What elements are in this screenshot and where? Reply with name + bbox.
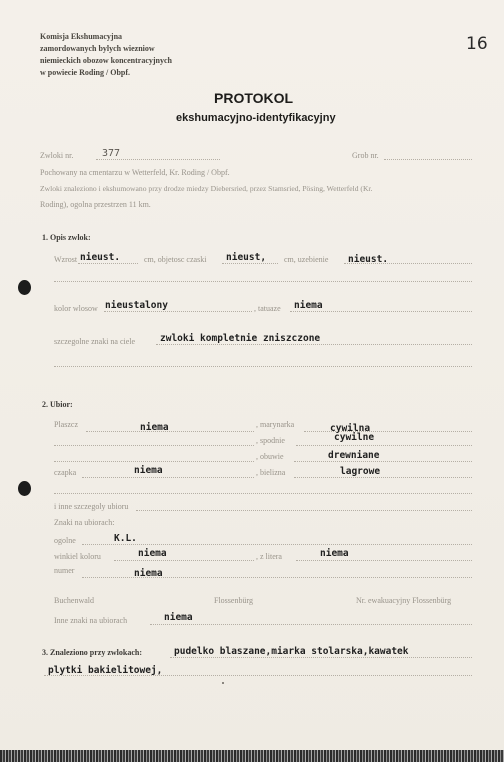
- page-number: 16: [466, 34, 488, 54]
- marynarka-label: , marynarka: [256, 420, 295, 429]
- litera-line: [296, 560, 472, 561]
- zwloki-line: [96, 159, 220, 160]
- camp-nr-ewakuacyjny: Nr. ewakuacyjny Flossenbürg: [356, 596, 452, 605]
- camp-flossenburg: Flossenbürg: [214, 596, 253, 605]
- zwloki-label: Zwloki nr.: [40, 151, 74, 160]
- wzrost-value: nieust.: [80, 252, 121, 263]
- spodnie-label: , spodnie: [256, 436, 285, 445]
- znaki-value: zwloki kompletnie zniszczone: [160, 333, 321, 344]
- obuwie-value: drewniane: [328, 450, 380, 461]
- page-subtitle: ekshumacyjno-identyfikacyjny: [176, 112, 336, 124]
- intro-line-2: Zwloki znaleziono i ekshumowano przy drodze miedzy Diebersried, przez Stamsried, Pösing, Wetterfeld (Kr.: [40, 184, 373, 193]
- header-line-3: niemieckich obozow koncentracyjnych: [40, 56, 172, 65]
- punch-hole-top: [18, 280, 31, 295]
- section3-value-line1: pudelko blaszane,miarka stolarska,kawatek: [174, 646, 409, 657]
- numer-line: [82, 577, 472, 578]
- inne-szczegoly-label: i inne szczegoly ubioru: [54, 502, 129, 511]
- numer-label: numer: [54, 566, 75, 575]
- inne-szczegoly-line: [136, 510, 472, 511]
- czapka-value: niema: [134, 465, 163, 476]
- kolor-label: kolor wlosow: [54, 304, 98, 313]
- inne-znaki-label: Inne znaki na ubiorach: [54, 616, 128, 625]
- spodnie-value: cywilne: [334, 432, 375, 443]
- litera-value: niema: [320, 548, 349, 559]
- ogolne-label: ogolne: [54, 536, 76, 545]
- plaszcz-value: niema: [140, 422, 169, 433]
- zwloki-value: 377: [102, 148, 121, 159]
- section3-line-2: [44, 675, 472, 676]
- bielizna-value: lagrowe: [340, 466, 381, 477]
- znaki-ubiorach-heading: Znaki na ubiorach:: [54, 518, 115, 527]
- grob-line: [384, 159, 472, 160]
- marynarka-value: cywilna: [330, 423, 371, 434]
- wzrost-line: [78, 263, 138, 264]
- header-line-2: zamordowanych bylych wiezniow: [40, 44, 155, 53]
- kolor-line: [104, 311, 252, 312]
- uzebienie-value: nieust.: [348, 254, 389, 265]
- inne-znaki-line: [150, 624, 472, 625]
- blank-line-1: [54, 281, 472, 282]
- intro-line-1: Pochowany na cmentarzu w Wetterfeld, Kr. Roding / Obpf.: [40, 168, 230, 177]
- litera-label: , z litera: [256, 552, 282, 561]
- plaszcz-line: [86, 431, 254, 432]
- bielizna-line: [294, 477, 472, 478]
- obuwie-line: [294, 461, 472, 462]
- cm-objetosc-label: cm, objetosc czaski: [144, 255, 207, 264]
- blank-line-3: [54, 493, 472, 494]
- znaki-line: [156, 344, 472, 345]
- znaki-label: szczegolne znaki na ciele: [54, 337, 136, 346]
- bielizna-label: , bielizna: [256, 468, 286, 477]
- marynarka-line: [304, 431, 472, 432]
- section1-heading: 1. Opis zwlok:: [42, 233, 91, 242]
- obuwie-label: , obuwie: [256, 452, 284, 461]
- scan-edge-strip: [0, 750, 504, 762]
- header-line-1: Komisja Ekshumacyjna: [40, 32, 123, 41]
- winkiel-line: [114, 560, 254, 561]
- ink-speck: [222, 682, 224, 684]
- czaszka-value: nieust,: [226, 252, 267, 263]
- spodnie-left-line: [54, 445, 254, 446]
- section3-line-1: [170, 657, 472, 658]
- ogolne-value: K.L.: [114, 533, 137, 544]
- czapka-line: [82, 477, 254, 478]
- winkiel-label: winkiel koloru: [54, 552, 101, 561]
- tatuaze-value: niema: [294, 300, 323, 311]
- section3-heading: 3. Znaleziono przy zwlokach:: [42, 648, 142, 657]
- czapka-label: czapka: [54, 468, 77, 477]
- ogolne-line: [82, 544, 472, 545]
- czaszka-line: [222, 263, 278, 264]
- obuwie-left-line: [54, 461, 254, 462]
- section3-value-line2: plytki bakielitowej,: [48, 665, 163, 676]
- punch-hole-bottom: [18, 481, 31, 496]
- camp-buchenwald: Buchenwald: [54, 596, 94, 605]
- numer-value: niema: [134, 568, 163, 579]
- inne-znaki-value: niema: [164, 612, 193, 623]
- tatuaze-label: , tatuaze: [254, 304, 281, 313]
- grob-label: Grob nr.: [352, 151, 379, 160]
- intro-line-3: Roding), ogolna przestrzen 11 km.: [40, 200, 151, 209]
- header-line-4: w powiecie Roding / Obpf.: [40, 68, 131, 77]
- page-title: PROTOKOL: [214, 90, 294, 106]
- spodnie-line: [296, 445, 472, 446]
- kolor-value: nieustalony: [105, 300, 168, 311]
- wzrost-label: Wzrost: [54, 255, 78, 264]
- tatuaze-line: [290, 311, 472, 312]
- winkiel-value: niema: [138, 548, 167, 559]
- blank-line-2: [54, 366, 472, 367]
- uzebienie-line: [344, 263, 472, 264]
- cm-uzebienie-label: cm, uzebienie: [284, 255, 329, 264]
- plaszcz-label: Plaszcz: [54, 420, 78, 429]
- section2-heading: 2. Ubior:: [42, 400, 73, 409]
